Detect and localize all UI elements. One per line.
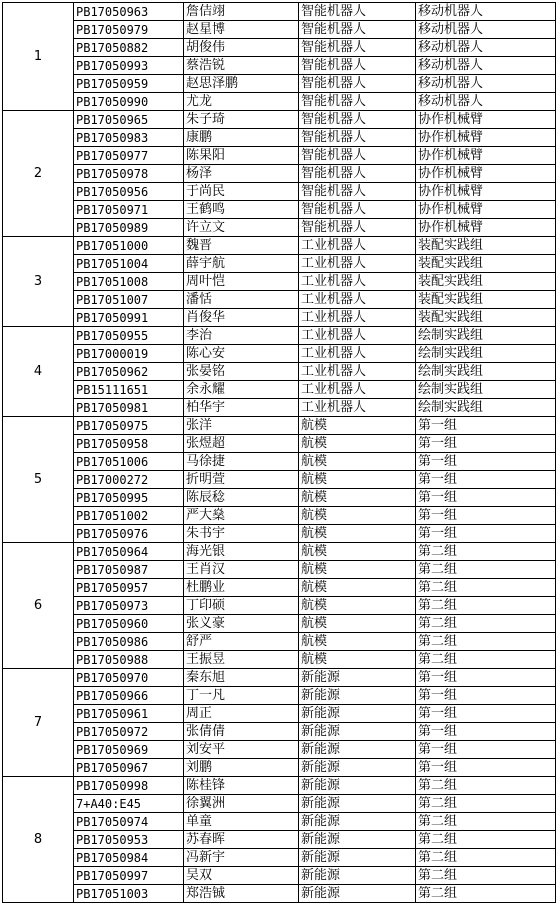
student-name-cell: 薛宇航 [184,255,299,273]
table-row [3,273,556,291]
student-name-cell: 蔡浩锐 [184,57,299,75]
student-name-cell: 陈桂锋 [184,777,299,795]
student-id-cell: PB17050993 [74,57,184,75]
student-name-cell: 丁印硕 [184,597,299,615]
table-row [3,723,556,741]
project-category-cell: 航模 [299,561,416,579]
student-id-cell: PB17050981 [74,399,184,417]
student-name-cell: 周正 [184,705,299,723]
subgroup-cell: 第一组 [416,759,556,777]
group-number-cell: 8 [3,777,74,903]
student-id-cell: PB17050957 [74,579,184,597]
student-name-cell: 舒严 [184,633,299,651]
student-name-cell: 马徐捷 [184,453,299,471]
table-row [3,615,556,633]
student-id-cell: PB17050960 [74,615,184,633]
project-category-cell: 新能源 [299,687,416,705]
student-name-cell: 杨泽 [184,165,299,183]
subgroup-cell: 第二组 [416,579,556,597]
subgroup-cell: 绘制实践组 [416,345,556,363]
student-name-cell: 陈心安 [184,345,299,363]
student-name-cell: 赵星博 [184,21,299,39]
project-category-cell: 航模 [299,579,416,597]
table-row [3,795,556,813]
project-category-cell: 航模 [299,489,416,507]
group-number-cell: 5 [3,417,74,543]
table-row [3,579,556,597]
table-row [3,93,556,111]
project-category-cell: 智能机器人 [299,75,416,93]
table-row [3,219,556,237]
subgroup-cell: 第二组 [416,813,556,831]
subgroup-cell: 第一组 [416,435,556,453]
project-category-cell: 航模 [299,615,416,633]
student-id-cell: PB17050972 [74,723,184,741]
student-id-cell: PB17000272 [74,471,184,489]
student-name-cell: 徐翼洲 [184,795,299,813]
subgroup-cell: 第二组 [416,597,556,615]
project-category-cell: 新能源 [299,723,416,741]
student-name-cell: 詹佶翊 [184,3,299,21]
table-row [3,57,556,75]
group-number-cell: 6 [3,543,74,669]
student-id-cell: PB17051008 [74,273,184,291]
student-name-cell: 柏华宇 [184,399,299,417]
student-id-cell: PB17050956 [74,183,184,201]
subgroup-cell: 移动机器人 [416,39,556,57]
student-name-cell: 赵思泽鹏 [184,75,299,93]
project-category-cell: 工业机器人 [299,399,416,417]
student-name-cell: 康鹏 [184,129,299,147]
student-id-cell: PB17050979 [74,21,184,39]
student-id-cell: PB17050983 [74,129,184,147]
project-category-cell: 新能源 [299,705,416,723]
table-row [3,111,556,129]
student-name-cell: 折明萱 [184,471,299,489]
project-category-cell: 工业机器人 [299,327,416,345]
project-category-cell: 航模 [299,507,416,525]
student-id-cell: PB17050964 [74,543,184,561]
student-id-cell: PB15111651 [74,381,184,399]
student-name-cell: 张煜超 [184,435,299,453]
student-id-cell: PB17050991 [74,309,184,327]
subgroup-cell: 第二组 [416,867,556,885]
subgroup-cell: 装配实践组 [416,237,556,255]
table-row [3,309,556,327]
student-name-cell: 陈果阳 [184,147,299,165]
project-category-cell: 航模 [299,417,416,435]
subgroup-cell: 协作机械臂 [416,129,556,147]
student-id-cell: PB17050984 [74,849,184,867]
project-category-cell: 智能机器人 [299,111,416,129]
subgroup-cell: 第二组 [416,849,556,867]
project-category-cell: 新能源 [299,831,416,849]
subgroup-cell: 协作机械臂 [416,183,556,201]
student-name-cell: 单童 [184,813,299,831]
table-row [3,327,556,345]
student-id-cell: PB17050974 [74,813,184,831]
table-row [3,777,556,795]
student-name-cell: 张晏铭 [184,363,299,381]
subgroup-cell: 移动机器人 [416,75,556,93]
project-category-cell: 工业机器人 [299,363,416,381]
subgroup-cell: 第一组 [416,453,556,471]
table-row [3,705,556,723]
project-category-cell: 智能机器人 [299,21,416,39]
table-row [3,237,556,255]
table-row [3,651,556,669]
table-row [3,201,556,219]
table-row [3,759,556,777]
student-id-cell: 7+A40:E45 [74,795,184,813]
student-name-cell: 张洋 [184,417,299,435]
subgroup-cell: 绘制实践组 [416,327,556,345]
subgroup-cell: 第二组 [416,615,556,633]
table-row [3,291,556,309]
project-category-cell: 航模 [299,525,416,543]
student-id-cell: PB17050975 [74,417,184,435]
student-id-cell: PB17051007 [74,291,184,309]
project-category-cell: 工业机器人 [299,273,416,291]
project-category-cell: 航模 [299,597,416,615]
student-name-cell: 秦东旭 [184,669,299,687]
student-name-cell: 严大燊 [184,507,299,525]
table-row [3,3,556,21]
subgroup-cell: 第二组 [416,633,556,651]
student-name-cell: 于尚民 [184,183,299,201]
table-row [3,885,556,903]
student-name-cell: 尤龙 [184,93,299,111]
subgroup-cell: 绘制实践组 [416,363,556,381]
table-row [3,561,556,579]
subgroup-cell: 第一组 [416,741,556,759]
subgroup-cell: 第一组 [416,417,556,435]
subgroup-cell: 第一组 [416,705,556,723]
project-category-cell: 智能机器人 [299,201,416,219]
table-row [3,507,556,525]
student-id-cell: PB17050976 [74,525,184,543]
table-row [3,543,556,561]
subgroup-cell: 装配实践组 [416,309,556,327]
table-row [3,435,556,453]
subgroup-cell: 第二组 [416,885,556,903]
student-id-cell: PB17050959 [74,75,184,93]
project-category-cell: 航模 [299,453,416,471]
table-row [3,813,556,831]
student-id-cell: PB17050882 [74,39,184,57]
table-row [3,381,556,399]
student-name-cell: 周叶恺 [184,273,299,291]
project-category-cell: 工业机器人 [299,291,416,309]
student-name-cell: 郑浩铖 [184,885,299,903]
student-id-cell: PB17050988 [74,651,184,669]
student-id-cell: PB17050995 [74,489,184,507]
table-row [3,345,556,363]
subgroup-cell: 协作机械臂 [416,201,556,219]
student-id-cell: PB17050967 [74,759,184,777]
table-row [3,669,556,687]
subgroup-cell: 协作机械臂 [416,165,556,183]
student-id-cell: PB17050965 [74,111,184,129]
student-name-cell: 刘鹏 [184,759,299,777]
project-category-cell: 工业机器人 [299,237,416,255]
table-row [3,525,556,543]
student-id-cell: PB17050977 [74,147,184,165]
subgroup-cell: 移动机器人 [416,21,556,39]
table-row [3,687,556,705]
table-row [3,165,556,183]
student-name-cell: 刘安平 [184,741,299,759]
subgroup-cell: 绘制实践组 [416,399,556,417]
student-name-cell: 王肖汉 [184,561,299,579]
project-category-cell: 智能机器人 [299,3,416,21]
student-id-cell: PB17050990 [74,93,184,111]
subgroup-cell: 装配实践组 [416,291,556,309]
student-id-cell: PB17050962 [74,363,184,381]
subgroup-cell: 第二组 [416,561,556,579]
table-row [3,849,556,867]
student-name-cell: 海光银 [184,543,299,561]
student-id-cell: PB17050973 [74,597,184,615]
student-id-cell: PB17051002 [74,507,184,525]
project-category-cell: 工业机器人 [299,345,416,363]
student-name-cell: 肖俊华 [184,309,299,327]
student-name-cell: 陈辰稔 [184,489,299,507]
table-row [3,399,556,417]
group-number-cell: 4 [3,327,74,417]
table-row [3,471,556,489]
subgroup-cell: 第二组 [416,795,556,813]
project-category-cell: 智能机器人 [299,39,416,57]
student-id-cell: PB17050978 [74,165,184,183]
subgroup-cell: 第一组 [416,507,556,525]
subgroup-cell: 第二组 [416,651,556,669]
project-category-cell: 新能源 [299,867,416,885]
subgroup-cell: 第一组 [416,525,556,543]
subgroup-cell: 装配实践组 [416,255,556,273]
project-category-cell: 智能机器人 [299,219,416,237]
student-id-cell: PB17050986 [74,633,184,651]
subgroup-cell: 装配实践组 [416,273,556,291]
subgroup-cell: 协作机械臂 [416,219,556,237]
subgroup-cell: 协作机械臂 [416,147,556,165]
roster-body [3,3,556,903]
group-roster-table [2,2,556,903]
project-category-cell: 智能机器人 [299,93,416,111]
student-name-cell: 王振昱 [184,651,299,669]
student-id-cell: PB17050953 [74,831,184,849]
student-name-cell: 魏晋 [184,237,299,255]
project-category-cell: 新能源 [299,777,416,795]
student-name-cell: 许立文 [184,219,299,237]
table-row [3,453,556,471]
student-id-cell: PB17050966 [74,687,184,705]
student-id-cell: PB17050989 [74,219,184,237]
student-id-cell: PB17050958 [74,435,184,453]
subgroup-cell: 移动机器人 [416,3,556,21]
project-category-cell: 航模 [299,435,416,453]
student-name-cell: 胡俊伟 [184,39,299,57]
project-category-cell: 航模 [299,633,416,651]
subgroup-cell: 绘制实践组 [416,381,556,399]
table-row [3,597,556,615]
student-id-cell: PB17051006 [74,453,184,471]
student-name-cell: 张义豪 [184,615,299,633]
table-row [3,129,556,147]
project-category-cell: 智能机器人 [299,183,416,201]
subgroup-cell: 第一组 [416,723,556,741]
table-row [3,39,556,57]
student-id-cell: PB17050970 [74,669,184,687]
project-category-cell: 智能机器人 [299,147,416,165]
table-row [3,183,556,201]
subgroup-cell: 第一组 [416,669,556,687]
project-category-cell: 新能源 [299,669,416,687]
project-category-cell: 工业机器人 [299,255,416,273]
student-name-cell: 冯新宇 [184,849,299,867]
student-name-cell: 苏春晖 [184,831,299,849]
project-category-cell: 新能源 [299,759,416,777]
table-row [3,489,556,507]
student-id-cell: PB17050987 [74,561,184,579]
student-name-cell: 朱书宇 [184,525,299,543]
project-category-cell: 新能源 [299,885,416,903]
table-row [3,363,556,381]
student-name-cell: 潘恬 [184,291,299,309]
project-category-cell: 航模 [299,471,416,489]
student-id-cell: PB17050998 [74,777,184,795]
table-row [3,867,556,885]
group-number-cell: 2 [3,111,74,237]
subgroup-cell: 第一组 [416,471,556,489]
project-category-cell: 工业机器人 [299,309,416,327]
project-category-cell: 新能源 [299,741,416,759]
student-id-cell: PB17050963 [74,3,184,21]
subgroup-cell: 第一组 [416,687,556,705]
subgroup-cell: 移动机器人 [416,93,556,111]
student-name-cell: 王鹤鸣 [184,201,299,219]
student-name-cell: 余永耀 [184,381,299,399]
project-category-cell: 航模 [299,543,416,561]
subgroup-cell: 第二组 [416,543,556,561]
project-category-cell: 智能机器人 [299,57,416,75]
subgroup-cell: 协作机械臂 [416,111,556,129]
table-row [3,417,556,435]
student-name-cell: 吴双 [184,867,299,885]
student-name-cell: 朱子琦 [184,111,299,129]
table-row [3,75,556,93]
student-name-cell: 李治 [184,327,299,345]
project-category-cell: 智能机器人 [299,165,416,183]
table-row [3,633,556,651]
group-number-cell: 3 [3,237,74,327]
student-id-cell: PB17051000 [74,237,184,255]
student-id-cell: PB17000019 [74,345,184,363]
table-row [3,21,556,39]
table-row [3,831,556,849]
group-number-cell: 7 [3,669,74,777]
table-row [3,741,556,759]
subgroup-cell: 移动机器人 [416,57,556,75]
subgroup-cell: 第二组 [416,777,556,795]
student-id-cell: PB17050971 [74,201,184,219]
student-name-cell: 张倩倩 [184,723,299,741]
project-category-cell: 新能源 [299,813,416,831]
student-id-cell: PB17051004 [74,255,184,273]
project-category-cell: 智能机器人 [299,129,416,147]
student-id-cell: PB17050969 [74,741,184,759]
project-category-cell: 新能源 [299,849,416,867]
project-category-cell: 航模 [299,651,416,669]
group-number-cell: 1 [3,3,74,111]
table-row [3,147,556,165]
student-name-cell: 杜鹏业 [184,579,299,597]
student-id-cell: PB17050961 [74,705,184,723]
table-row [3,255,556,273]
subgroup-cell: 第一组 [416,489,556,507]
student-id-cell: PB17051003 [74,885,184,903]
student-id-cell: PB17050955 [74,327,184,345]
student-name-cell: 丁一凡 [184,687,299,705]
project-category-cell: 新能源 [299,795,416,813]
student-id-cell: PB17050997 [74,867,184,885]
project-category-cell: 工业机器人 [299,381,416,399]
subgroup-cell: 第二组 [416,831,556,849]
